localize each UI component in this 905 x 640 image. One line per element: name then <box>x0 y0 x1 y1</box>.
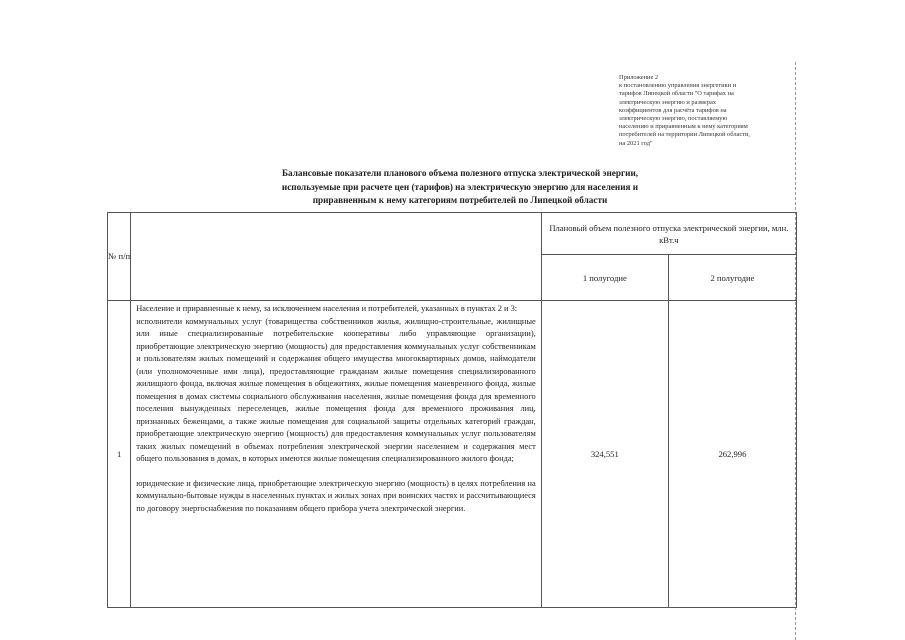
header-name-cell <box>131 213 542 301</box>
balance-table <box>107 212 797 608</box>
title-line: приравненным к нему категориям потребителей по Липецкой области <box>312 195 608 205</box>
appendix-line: на 2021 год" <box>619 139 653 147</box>
appendix-line: электрическую энергию, поставляемую <box>619 115 728 123</box>
appendix-line: населению и приравненным к нему категориям <box>619 123 748 131</box>
header-number-cell: № п/п <box>108 213 131 301</box>
appendix-line: электрическую энергию и размерах <box>619 98 716 106</box>
description-paragraph: исполнители коммунальных услуг (товарищества собственников жилья, жилищно-строительные, жилищные или иные специализированные потребительские кооперативы либо управляющие организации), приобретающие электрическую энергию (мощность) для предоставления коммунальных услуг собственникам и пользователям жилых помещений и содержания общего имущества многоквартирных домов, наймодатели (или уполномоченные ими лица), предоставляющие гражданам жилые помещения специализированного жилищного фонда, включая жилые помещения в общежитиях, жилые помещения маневренного фонда, жилые помещения в домах системы социального обслуживания населения, жилые помещения фонда для временного поселения вынужденных переселенцев, жилые помещения фонда для временного проживания лиц, признанных беженцами, а также жилые помещения для социальной защиты отдельных категорий граждан, приобретающие электрическую энергию (мощность) для предоставления коммунальных услуг пользователям таких жилых помещений в объемах потребления электрической энергии населением и содержания мест общего пользования в домах, в которых имеются жилые помещения специализированного жилого фонда; <box>136 316 536 463</box>
header-plan-cell: Плановый объем полезного отпуска электрической энергии, млн. кВт.ч <box>541 213 796 255</box>
row-description-cell <box>131 301 542 608</box>
row-half2-value: 262,996 <box>668 301 796 608</box>
title-line: Балансовые показатели планового объема полезного отпуска электрической энергии, <box>281 168 639 178</box>
appendix-note <box>619 74 795 148</box>
title-line: используемые при расчете цен (тарифов) на электрическую энергию для населения и <box>281 181 639 192</box>
appendix-line: к постановлению управления энергетики и <box>619 82 737 90</box>
description-paragraph: юридические и физические лица, приобретающие электрическую энергию (мощность) в целях потребления на коммунально-бытовые нужды в населенных пунктах и жилых зонах при воинских частях и рассчитывающиеся по договору энергоснабжения по показаниям общего прибора учета электрической энергии. <box>136 478 536 513</box>
header-half1-cell: 1 полугодие <box>541 255 668 301</box>
appendix-line: Приложение 2 <box>619 74 659 81</box>
appendix-line: тарифов Липецкой области "О тарифах на <box>619 90 734 98</box>
appendix-line: потребителей на территории Липецкой области, <box>619 131 750 139</box>
appendix-line: коэффициентов для расчёта тарифов на <box>619 106 727 114</box>
row-number-cell: 1 <box>108 301 131 608</box>
row-half1-value: 324,551 <box>541 301 668 608</box>
document-title <box>200 167 720 208</box>
table-header-row <box>108 213 797 255</box>
table-row <box>108 301 797 608</box>
header-half2-cell: 2 полугодие <box>668 255 796 301</box>
description-paragraph: Население и приравненные к нему, за исключением населения и потребителей, указанных в пунктах 2 и 3: <box>136 304 518 313</box>
